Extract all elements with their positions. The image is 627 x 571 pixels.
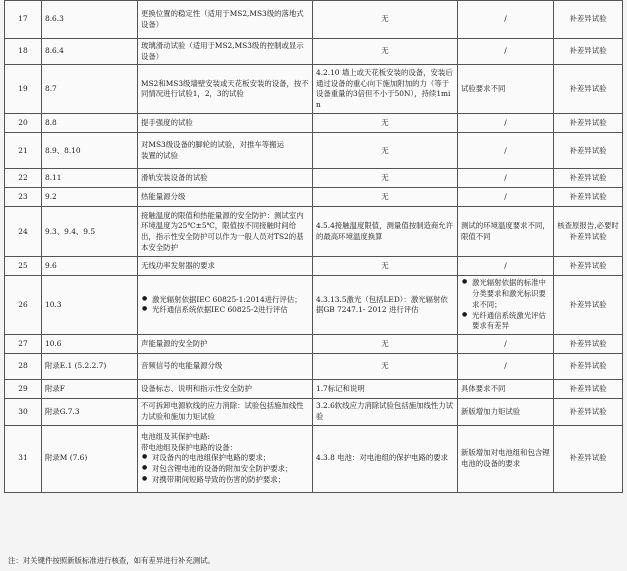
clause-text: 8.8 <box>45 118 57 128</box>
remark-cell <box>554 335 623 354</box>
table-row <box>5 39 623 65</box>
item-cell <box>138 276 313 335</box>
table-row <box>5 1 623 39</box>
requirement-cell <box>313 354 458 380</box>
result-bullets <box>461 278 550 332</box>
row-number <box>5 207 42 257</box>
item-cell <box>138 133 313 169</box>
result-cell <box>458 380 554 399</box>
result-cell <box>458 133 554 169</box>
requirement-cell <box>313 1 458 39</box>
remark-text: 补差异试验 <box>569 406 607 416</box>
table-row <box>5 354 623 380</box>
remark-cell <box>554 65 623 114</box>
result-text: / <box>504 261 507 271</box>
row-number-text: 20 <box>18 118 28 128</box>
item-cell <box>138 188 313 207</box>
remark-cell <box>554 354 623 380</box>
clause-text: 9.6 <box>45 261 57 271</box>
remark-text: 补差异试验 <box>569 361 607 371</box>
remark-text: 补差异试验 <box>569 383 607 393</box>
result-cell <box>458 425 554 492</box>
remark-text: 补差异试验 <box>569 173 607 183</box>
requirement-text: 4.3.8 电池：对电池组的保护电路的要求 <box>316 453 449 463</box>
row-number-text: 31 <box>18 453 28 463</box>
requirement-cell <box>313 39 458 65</box>
table-row <box>5 335 623 354</box>
clause-text: 附录G.7.3 <box>45 406 80 416</box>
table-row <box>5 65 623 114</box>
remark-text: 补差异试验 <box>569 46 607 56</box>
row-number-text: 28 <box>18 361 28 371</box>
row-number-text: 22 <box>18 173 28 183</box>
item-cell <box>138 335 313 354</box>
requirement-cell <box>313 399 458 425</box>
row-number <box>5 188 42 207</box>
requirement-text: 无 <box>381 46 389 56</box>
item-line: 音频信号的电能量源分级 <box>141 361 223 371</box>
clause-cell <box>42 276 138 335</box>
clause-cell <box>42 399 138 425</box>
table-row <box>5 380 623 399</box>
clause-cell <box>42 1 138 39</box>
item-cell <box>138 380 313 399</box>
remark-text: 补差异试验 <box>569 338 607 348</box>
requirement-cell <box>313 257 458 276</box>
row-number-text: 24 <box>18 226 28 236</box>
row-number <box>5 1 42 39</box>
remark-text: 补差异试验 <box>569 192 607 202</box>
item-line: 滑轨安装设备的试验 <box>141 173 208 183</box>
result-text: / <box>504 46 507 56</box>
item-bullet: ● 对设备内的电池组保护电路的要求； <box>141 453 309 464</box>
remark-cell <box>554 425 623 492</box>
requirement-cell <box>313 276 458 335</box>
remark-cell <box>554 188 623 207</box>
remark-cell <box>554 276 623 335</box>
result-text: / <box>504 173 507 183</box>
item-cell <box>138 1 313 39</box>
table-row <box>5 169 623 188</box>
item-line: 提手强度的试验 <box>141 118 193 128</box>
requirement-text: 4.2.10 墙上或天花板安装的设备，安装后通过设备的重心向下施加附加的力（等于设备重量的3倍但不小于50N），持续1min <box>316 68 453 110</box>
remark-text: 补差异试验 <box>569 14 607 24</box>
result-cell <box>458 1 554 39</box>
result-text: / <box>504 192 507 202</box>
table-row <box>5 133 623 169</box>
row-number-text: 17 <box>18 14 28 24</box>
requirement-text: 无 <box>381 361 389 371</box>
remark-cell <box>554 380 623 399</box>
item-cell <box>138 65 313 114</box>
item-cell <box>138 257 313 276</box>
result-text: 测试的环境温度要求不同，限值不同 <box>461 221 550 241</box>
result-text: 新版增加力矩试验 <box>461 406 521 416</box>
requirement-cell <box>313 188 458 207</box>
result-cell <box>458 114 554 133</box>
footnote: 注：对关键件按照新版标准进行核查，如有差异进行补充测试。 <box>8 556 215 565</box>
clause-text: 附录M (7.6) <box>45 453 88 463</box>
result-cell <box>458 169 554 188</box>
remark-text: 补差异试验 <box>569 84 607 94</box>
clause-cell <box>42 335 138 354</box>
row-number <box>5 114 42 133</box>
row-number-text: 30 <box>18 406 28 416</box>
clause-cell <box>42 380 138 399</box>
remark-text: 补差异试验 <box>569 145 607 155</box>
result-text: / <box>504 118 507 128</box>
clause-cell <box>42 39 138 65</box>
row-number-text: 23 <box>18 192 28 202</box>
item-line: 带电池组及保护电路的设备： <box>141 442 238 452</box>
clause-text: 8.6.3 <box>45 14 64 24</box>
remark-text: 补差异试验 <box>569 299 607 309</box>
item-line: 接触温度的限值和热能量源的安全防护：测试室内环境温度为25℃±5℃，限值按不同接触时间给出，指示性安全防护可以作为一般人员对TS2的基本安全防护 <box>141 210 304 252</box>
clause-cell <box>42 65 138 114</box>
clause-cell <box>42 207 138 257</box>
result-text: / <box>504 361 507 371</box>
item-line: 玻璃滑动试验（适用于MS2,MS3级的控制或显示设备） <box>141 41 304 61</box>
item-cell <box>138 207 313 257</box>
item-line: MS2和MS3级墙壁安装或天花板安装的设备，按不同情况进行试验1，2，3的试验 <box>141 78 309 99</box>
result-cell <box>458 257 554 276</box>
result-text: / <box>504 14 507 24</box>
row-number <box>5 169 42 188</box>
result-text: / <box>504 338 507 348</box>
row-number <box>5 354 42 380</box>
table-row <box>5 207 623 257</box>
clause-text: 10.3 <box>45 299 62 309</box>
item-line: 不可拆卸电源软线的应力消除：试验包括施加线性力试验和施加力矩试验 <box>141 401 304 421</box>
requirement-cell <box>313 207 458 257</box>
result-cell <box>458 188 554 207</box>
remark-text: 补差异试验 <box>569 261 607 271</box>
table-row <box>5 276 623 335</box>
item-cell <box>138 169 313 188</box>
row-number <box>5 133 42 169</box>
requirement-text: 无 <box>381 261 389 271</box>
item-cell <box>138 354 313 380</box>
row-number-text: 25 <box>18 261 28 271</box>
row-number-text: 29 <box>18 383 28 393</box>
requirement-text: 1.7标记和说明 <box>316 383 365 393</box>
requirement-cell <box>313 425 458 492</box>
remark-text: 补差异试验 <box>569 453 607 463</box>
row-number <box>5 39 42 65</box>
clause-text: 附录F <box>45 383 65 393</box>
row-number <box>5 380 42 399</box>
remark-cell <box>554 257 623 276</box>
row-number-text: 21 <box>18 145 28 155</box>
result-cell <box>458 335 554 354</box>
requirement-text: 3.2.6软线应力消除试验包括施加线性力试验 <box>316 401 454 421</box>
result-text: 新版增加对电池组和包含锂电池的设备的要求 <box>461 447 550 468</box>
requirement-cell <box>313 65 458 114</box>
item-line: 对MS3级设备的脚轮的试验，对推车等搬运 <box>141 140 284 150</box>
row-number <box>5 257 42 276</box>
clause-text: 附录E.1 (5.2.2.7) <box>45 361 107 371</box>
result-cell <box>458 354 554 380</box>
table-row <box>5 188 623 207</box>
table-row <box>5 399 623 425</box>
requirement-text: 无 <box>381 145 389 155</box>
row-number <box>5 425 42 492</box>
remark-cell <box>554 133 623 169</box>
requirement-text: 无 <box>381 338 389 348</box>
item-cell <box>138 425 313 492</box>
clause-text: 9.2 <box>45 192 57 202</box>
requirement-cell <box>313 133 458 169</box>
clause-text: 10.6 <box>45 338 62 348</box>
requirement-text: 无 <box>381 118 389 128</box>
result-cell <box>458 399 554 425</box>
table-row <box>5 425 623 492</box>
row-number-text: 27 <box>18 338 28 348</box>
requirement-cell <box>313 380 458 399</box>
row-number <box>5 335 42 354</box>
remark-cell <box>554 207 623 257</box>
requirement-text: 无 <box>381 173 389 183</box>
result-cell <box>458 207 554 257</box>
item-line: 电池组及其保护电路: <box>141 431 211 441</box>
item-bullet: ● 光纤通信系统依据IEC 60825-2进行评估 <box>141 305 309 316</box>
difference-table <box>4 0 623 493</box>
clause-cell <box>42 169 138 188</box>
item-line: 装置的试验 <box>141 150 178 160</box>
clause-cell <box>42 425 138 492</box>
result-text: / <box>504 145 507 155</box>
result-text: 具体要求不同 <box>461 383 506 393</box>
requirement-text: 无 <box>381 192 389 202</box>
row-number <box>5 399 42 425</box>
clause-text: 9.3、9.4、9.5 <box>45 226 96 236</box>
item-bullets <box>141 453 309 485</box>
remark-cell <box>554 1 623 39</box>
clause-text: 8.11 <box>45 173 62 183</box>
remark-cell <box>554 39 623 65</box>
clause-cell <box>42 188 138 207</box>
remark-cell <box>554 169 623 188</box>
result-bullet: ● 光纤通信系统激光评估要求有差异 <box>461 311 550 332</box>
item-bullet: ● 激光辐射依据IEC 60825-1:2014进行评估； <box>141 295 309 306</box>
result-text: 试验要求不同 <box>461 84 506 94</box>
result-cell <box>458 39 554 65</box>
item-cell <box>138 399 313 425</box>
table-row <box>5 257 623 276</box>
item-cell <box>138 39 313 65</box>
clause-text: 8.7 <box>45 84 57 94</box>
item-line: 无线功率发射器的要求 <box>141 261 215 271</box>
item-cell <box>138 114 313 133</box>
table-row <box>5 114 623 133</box>
row-number-text: 18 <box>18 46 28 56</box>
remark-text: 补差异试验 <box>569 118 607 128</box>
requirement-cell <box>313 335 458 354</box>
requirement-cell <box>313 169 458 188</box>
clause-cell <box>42 257 138 276</box>
clause-cell <box>42 114 138 133</box>
item-bullet: ● 对携带期间短路导致的伤害的防护要求； <box>141 475 309 486</box>
clause-text: 8.6.4 <box>45 46 64 56</box>
item-bullets <box>141 295 309 316</box>
item-line: 更换位置的稳定性（适用于MS2,MS3级的落地式设备） <box>141 8 304 29</box>
clause-cell <box>42 133 138 169</box>
item-line: 热能量源分级 <box>141 192 186 202</box>
item-line: 声能量源的安全防护 <box>141 338 208 348</box>
remark-cell <box>554 114 623 133</box>
result-cell <box>458 276 554 335</box>
row-number <box>5 65 42 114</box>
requirement-text: 4.3.13.5激光（包括LED）：激光辐射依据GB 7247.1- 2012 进行评估 <box>316 294 448 315</box>
remark-text: 核查原报告,必要时补差异试验 <box>557 221 619 241</box>
requirement-text: 4.5.4接触温度限值，测量值按制造商允许的最高环境温度换算 <box>316 221 454 241</box>
row-number <box>5 276 42 335</box>
requirement-text: 无 <box>381 14 389 24</box>
result-bullet: ● 激光辐射依据的标准中分类要求和激光标识要求不同； <box>461 278 550 310</box>
clause-cell <box>42 354 138 380</box>
clause-text: 8.9、8.10 <box>45 145 81 155</box>
result-cell <box>458 65 554 114</box>
item-line: 设备标志、说明和指示性安全防护 <box>141 383 252 393</box>
requirement-cell <box>313 114 458 133</box>
item-bullet: ● 对包含锂电池的设备的附加安全防护要求； <box>141 464 309 475</box>
remark-cell <box>554 399 623 425</box>
row-number-text: 26 <box>18 299 28 309</box>
row-number-text: 19 <box>18 84 28 94</box>
